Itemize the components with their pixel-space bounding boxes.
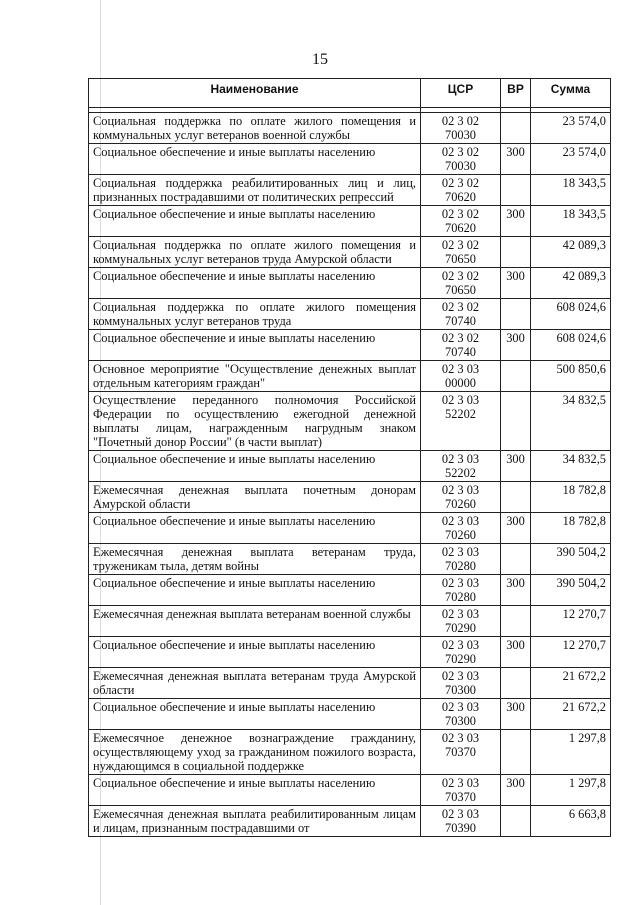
row-vr-cell (501, 730, 531, 775)
row-vr-cell: 300 (501, 451, 531, 482)
row-vr-cell (501, 361, 531, 392)
row-name-cell: Социальное обеспечение и иные выплаты населению (89, 513, 421, 544)
row-sum-cell: 500 850,6 (531, 361, 611, 392)
row-vr-cell: 300 (501, 268, 531, 299)
row-csr-cell: 02 3 03 70260 (421, 482, 501, 513)
row-sum-cell: 23 574,0 (531, 113, 611, 144)
row-sum-cell: 42 089,3 (531, 237, 611, 268)
row-csr-cell: 02 3 03 70390 (421, 806, 501, 837)
row-vr-cell: 300 (501, 144, 531, 175)
row-vr-cell (501, 392, 531, 451)
row-sum-cell: 12 270,7 (531, 637, 611, 668)
row-name-cell: Социальное обеспечение и иные выплаты населению (89, 206, 421, 237)
header-name: Наименование (89, 79, 421, 108)
row-csr-cell: 02 3 03 70300 (421, 668, 501, 699)
row-vr-cell (501, 668, 531, 699)
row-name-cell: Социальная поддержка по оплате жилого помещения и коммунальных услуг ветеранов военной службы (89, 113, 421, 144)
row-sum-cell: 21 672,2 (531, 699, 611, 730)
row-sum-cell: 42 089,3 (531, 268, 611, 299)
row-csr-cell: 02 3 03 70280 (421, 575, 501, 606)
table-row (89, 113, 611, 144)
row-name-cell: Ежемесячная денежная выплата почетным донорам Амурской области (89, 482, 421, 513)
header-csr: ЦСР (421, 79, 501, 108)
row-csr-cell: 02 3 02 70030 (421, 113, 501, 144)
row-sum-cell: 34 832,5 (531, 392, 611, 451)
row-vr-cell: 300 (501, 637, 531, 668)
row-csr-cell: 02 3 03 70290 (421, 606, 501, 637)
row-sum-cell: 23 574,0 (531, 144, 611, 175)
row-vr-cell (501, 544, 531, 575)
row-name-cell: Ежемесячное денежное вознаграждение гражданину, осуществляющему уход за гражданином пожилого возраста, нуждающимся в социальной поддержке (89, 730, 421, 775)
row-name-cell: Социальное обеспечение и иные выплаты населению (89, 637, 421, 668)
row-sum-cell: 608 024,6 (531, 330, 611, 361)
row-sum-cell: 18 343,5 (531, 206, 611, 237)
table-header-row (89, 79, 611, 108)
row-name-cell: Социальное обеспечение и иные выплаты населению (89, 775, 421, 806)
table-row (89, 513, 611, 544)
table-row (89, 206, 611, 237)
table-row (89, 392, 611, 451)
table-row (89, 299, 611, 330)
row-vr-cell: 300 (501, 330, 531, 361)
row-vr-cell: 300 (501, 775, 531, 806)
row-csr-cell: 02 3 03 52202 (421, 392, 501, 451)
row-sum-cell: 34 832,5 (531, 451, 611, 482)
row-name-cell: Социальное обеспечение и иные выплаты населению (89, 699, 421, 730)
row-name-cell: Социальное обеспечение и иные выплаты населению (89, 144, 421, 175)
row-sum-cell: 18 782,8 (531, 513, 611, 544)
row-vr-cell: 300 (501, 206, 531, 237)
row-name-cell: Социальное обеспечение и иные выплаты населению (89, 451, 421, 482)
row-vr-cell (501, 237, 531, 268)
row-vr-cell (501, 482, 531, 513)
row-sum-cell: 18 343,5 (531, 175, 611, 206)
row-name-cell: Ежемесячная денежная выплата реабилитированным лицам и лицам, признанным пострадавшими от (89, 806, 421, 837)
row-name-cell: Социальное обеспечение и иные выплаты населению (89, 330, 421, 361)
row-csr-cell: 02 3 02 70620 (421, 175, 501, 206)
row-sum-cell: 608 024,6 (531, 299, 611, 330)
row-name-cell: Основное мероприятие "Осуществление денежных выплат отдельным категориям граждан" (89, 361, 421, 392)
table-row (89, 668, 611, 699)
row-vr-cell: 300 (501, 575, 531, 606)
table-row (89, 606, 611, 637)
table-row (89, 237, 611, 268)
row-csr-cell: 02 3 03 52202 (421, 451, 501, 482)
table-row (89, 451, 611, 482)
row-vr-cell: 300 (501, 699, 531, 730)
row-name-cell: Социальное обеспечение и иные выплаты населению (89, 268, 421, 299)
row-sum-cell: 1 297,8 (531, 775, 611, 806)
row-name-cell: Социальная поддержка по оплате жилого помещения коммунальных услуг ветеранов труда (89, 299, 421, 330)
row-name-cell: Ежемесячная денежная выплата ветеранам труда Амурской области (89, 668, 421, 699)
table-row (89, 575, 611, 606)
table-row (89, 175, 611, 206)
row-name-cell: Ежемесячная денежная выплата ветеранам труда, труженикам тыла, детям войны (89, 544, 421, 575)
row-sum-cell: 6 663,8 (531, 806, 611, 837)
row-csr-cell: 02 3 03 70260 (421, 513, 501, 544)
row-csr-cell: 02 3 03 70300 (421, 699, 501, 730)
row-name-cell: Социальная поддержка реабилитированных лиц и лиц, признанных пострадавшими от политических репрессий (89, 175, 421, 206)
budget-table (88, 78, 611, 837)
row-vr-cell: 300 (501, 513, 531, 544)
row-csr-cell: 02 3 03 70370 (421, 730, 501, 775)
row-sum-cell: 1 297,8 (531, 730, 611, 775)
row-csr-cell: 02 3 02 70650 (421, 237, 501, 268)
header-sum: Сумма (531, 79, 611, 108)
table-row (89, 268, 611, 299)
table-row (89, 730, 611, 775)
row-csr-cell: 02 3 03 70370 (421, 775, 501, 806)
row-csr-cell: 02 3 02 70740 (421, 330, 501, 361)
table-row (89, 361, 611, 392)
table-row (89, 544, 611, 575)
table-row (89, 482, 611, 513)
row-name-cell: Социальное обеспечение и иные выплаты населению (89, 575, 421, 606)
row-sum-cell: 12 270,7 (531, 606, 611, 637)
row-sum-cell: 390 504,2 (531, 575, 611, 606)
row-name-cell: Ежемесячная денежная выплата ветеранам военной службы (89, 606, 421, 637)
row-name-cell: Социальная поддержка по оплате жилого помещения и коммунальных услуг ветеранов труда Амурской области (89, 237, 421, 268)
row-vr-cell (501, 606, 531, 637)
row-sum-cell: 21 672,2 (531, 668, 611, 699)
row-vr-cell (501, 299, 531, 330)
header-vr: ВР (501, 79, 531, 108)
row-csr-cell: 02 3 03 00000 (421, 361, 501, 392)
table-row (89, 775, 611, 806)
row-csr-cell: 02 3 02 70030 (421, 144, 501, 175)
row-sum-cell: 18 782,8 (531, 482, 611, 513)
row-csr-cell: 02 3 03 70290 (421, 637, 501, 668)
row-vr-cell (501, 175, 531, 206)
row-sum-cell: 390 504,2 (531, 544, 611, 575)
row-vr-cell (501, 806, 531, 837)
table-row (89, 806, 611, 837)
page-number: 15 (312, 51, 328, 68)
table-row (89, 699, 611, 730)
row-csr-cell: 02 3 03 70280 (421, 544, 501, 575)
row-vr-cell (501, 113, 531, 144)
row-csr-cell: 02 3 02 70620 (421, 206, 501, 237)
row-csr-cell: 02 3 02 70740 (421, 299, 501, 330)
table-row (89, 637, 611, 668)
table-row (89, 144, 611, 175)
row-csr-cell: 02 3 02 70650 (421, 268, 501, 299)
row-name-cell: Осуществление переданного полномочия Российской Федерации по осуществлению ежегодной денежной выплаты лицам, награжденным нагрудным знаком "Почетный донор России" (в части выплат) (89, 392, 421, 451)
table-row (89, 330, 611, 361)
